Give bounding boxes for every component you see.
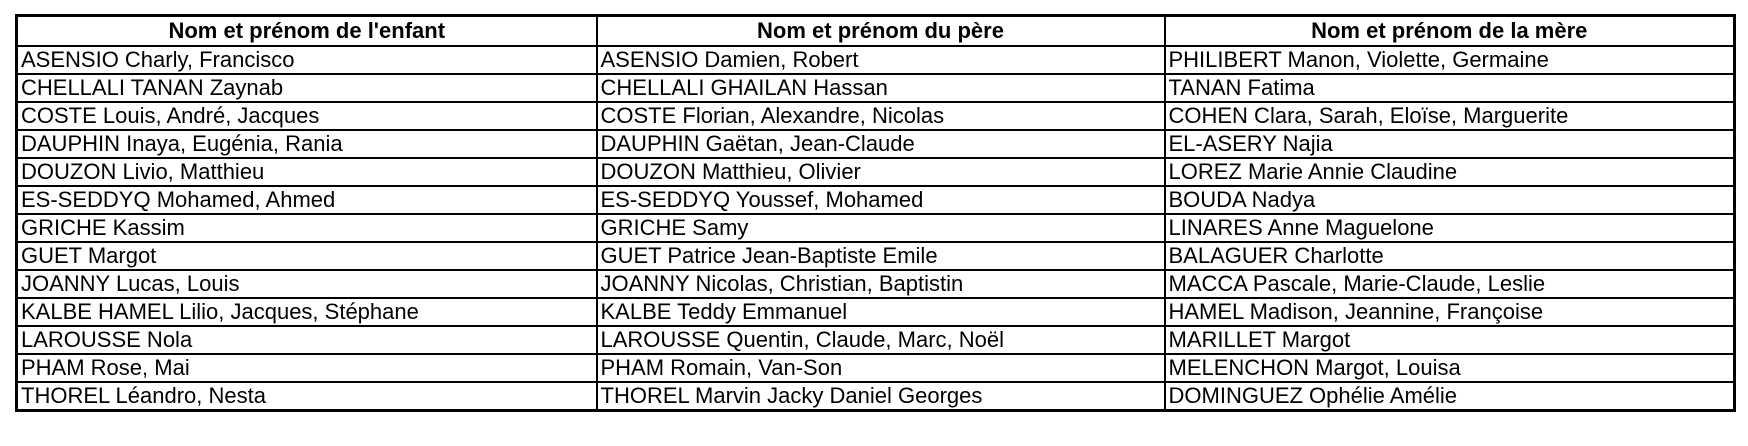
table-row: [17, 298, 1735, 326]
child-name-cell: DAUPHIN Inaya, Eugénia, Rania: [17, 130, 597, 158]
mother-name-cell: MARILLET Margot: [1165, 326, 1735, 354]
child-name-cell: KALBE HAMEL Lilio, Jacques, Stéphane: [17, 298, 597, 326]
table-row: [17, 354, 1735, 382]
child-name-cell: JOANNY Lucas, Louis: [17, 270, 597, 298]
father-name-cell: ASENSIO Damien, Robert: [597, 46, 1165, 74]
table-row: [17, 130, 1735, 158]
child-name-cell: LAROUSSE Nola: [17, 326, 597, 354]
header-row: [17, 16, 1735, 47]
child-name-cell: GUET Margot: [17, 242, 597, 270]
mother-name-cell: BOUDA Nadya: [1165, 186, 1735, 214]
birth-records-sheet: [15, 14, 1733, 412]
father-name-cell: DAUPHIN Gaëtan, Jean-Claude: [597, 130, 1165, 158]
table-body: [17, 46, 1735, 411]
table-row: [17, 74, 1735, 102]
mother-name-cell: PHILIBERT Manon, Violette, Germaine: [1165, 46, 1735, 74]
table-row: [17, 102, 1735, 130]
table-row: [17, 326, 1735, 354]
mother-name-cell: EL-ASERY Najia: [1165, 130, 1735, 158]
mother-name-cell: LOREZ Marie Annie Claudine: [1165, 158, 1735, 186]
child-name-cell: CHELLALI TANAN Zaynab: [17, 74, 597, 102]
father-name-cell: ES-SEDDYQ Youssef, Mohamed: [597, 186, 1165, 214]
table-row: [17, 158, 1735, 186]
header-child-name: Nom et prénom de l'enfant: [17, 16, 597, 47]
table-row: [17, 242, 1735, 270]
table-header: [17, 16, 1735, 47]
father-name-cell: THOREL Marvin Jacky Daniel Georges: [597, 382, 1165, 411]
father-name-cell: KALBE Teddy Emmanuel: [597, 298, 1165, 326]
table-row: [17, 186, 1735, 214]
mother-name-cell: HAMEL Madison, Jeannine, Françoise: [1165, 298, 1735, 326]
child-name-cell: PHAM Rose, Mai: [17, 354, 597, 382]
birth-records-table: [15, 14, 1736, 412]
mother-name-cell: MELENCHON Margot, Louisa: [1165, 354, 1735, 382]
child-name-cell: COSTE Louis, André, Jacques: [17, 102, 597, 130]
father-name-cell: COSTE Florian, Alexandre, Nicolas: [597, 102, 1165, 130]
child-name-cell: THOREL Léandro, Nesta: [17, 382, 597, 411]
table-row: [17, 214, 1735, 242]
header-mother-name: Nom et prénom de la mère: [1165, 16, 1735, 47]
father-name-cell: GRICHE Samy: [597, 214, 1165, 242]
mother-name-cell: TANAN Fatima: [1165, 74, 1735, 102]
father-name-cell: PHAM Romain, Van-Son: [597, 354, 1165, 382]
mother-name-cell: BALAGUER Charlotte: [1165, 242, 1735, 270]
mother-name-cell: COHEN Clara, Sarah, Eloïse, Marguerite: [1165, 102, 1735, 130]
mother-name-cell: MACCA Pascale, Marie-Claude, Leslie: [1165, 270, 1735, 298]
child-name-cell: DOUZON Livio, Matthieu: [17, 158, 597, 186]
child-name-cell: ES-SEDDYQ Mohamed, Ahmed: [17, 186, 597, 214]
mother-name-cell: DOMINGUEZ Ophélie Amélie: [1165, 382, 1735, 411]
table-row: [17, 382, 1735, 411]
father-name-cell: CHELLALI GHAILAN Hassan: [597, 74, 1165, 102]
father-name-cell: GUET Patrice Jean-Baptiste Emile: [597, 242, 1165, 270]
father-name-cell: JOANNY Nicolas, Christian, Baptistin: [597, 270, 1165, 298]
table-row: [17, 270, 1735, 298]
header-father-name: Nom et prénom du père: [597, 16, 1165, 47]
mother-name-cell: LINARES Anne Maguelone: [1165, 214, 1735, 242]
father-name-cell: DOUZON Matthieu, Olivier: [597, 158, 1165, 186]
child-name-cell: ASENSIO Charly, Francisco: [17, 46, 597, 74]
father-name-cell: LAROUSSE Quentin, Claude, Marc, Noël: [597, 326, 1165, 354]
table-row: [17, 46, 1735, 74]
child-name-cell: GRICHE Kassim: [17, 214, 597, 242]
